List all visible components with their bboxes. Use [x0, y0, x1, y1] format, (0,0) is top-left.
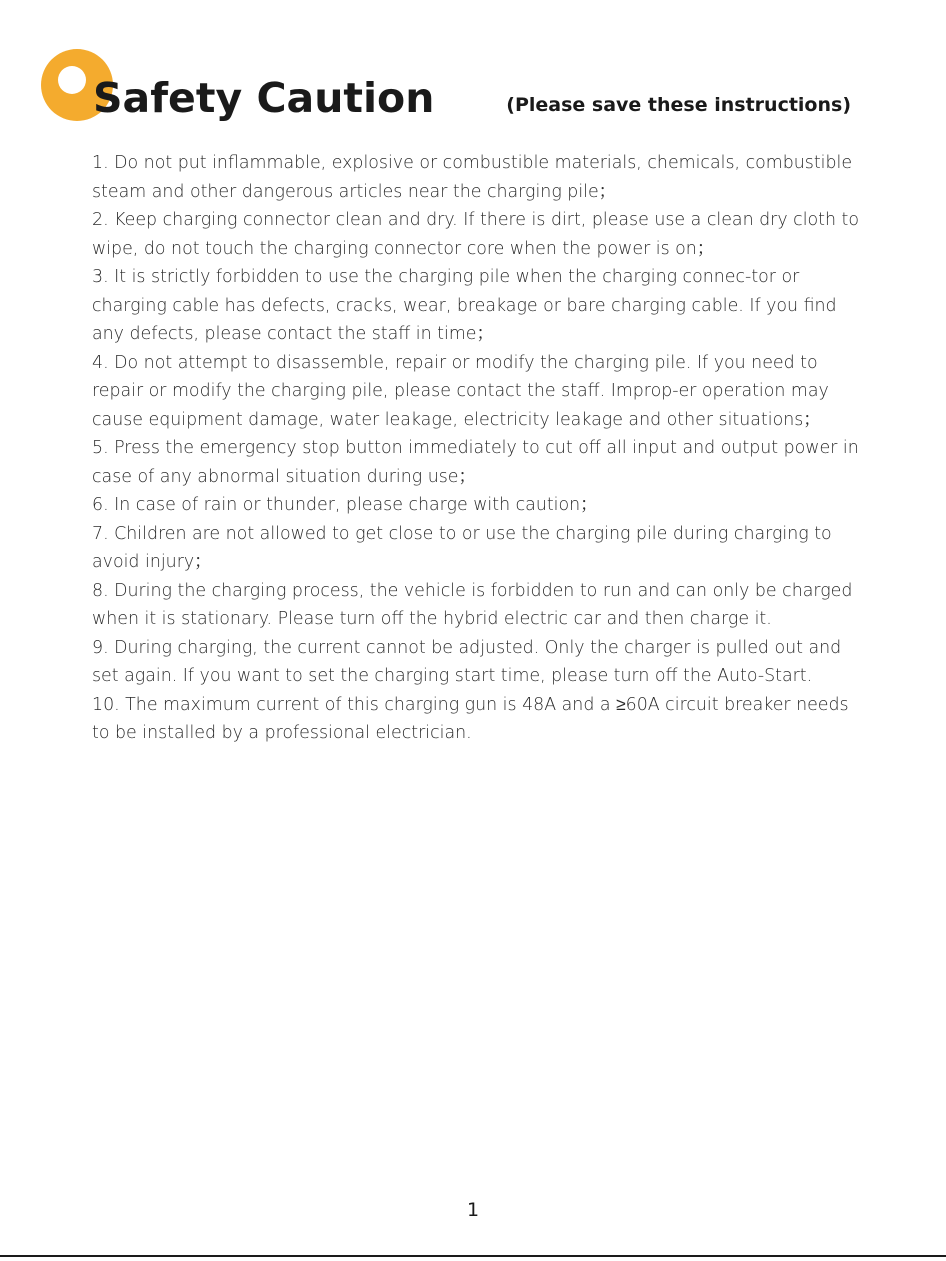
instruction-item: 5. Press the emergency stop button immediately to cut off all input and output power in case of any abnormal situation during use；: [92, 438, 859, 487]
instruction-item: 4. Do not attempt to disassemble, repair or modify the charging pile. If you need to repair or modify the charging pile, please contact the staff. Improp-er operation may cause equipment damage, water leakage, electricity leakage and other situations；: [92, 352, 829, 430]
instruction-item: 3. It is strictly forbidden to use the charging pile when the charging connec-tor or charging cable has defects, cracks, wear, breakage or bare charging cable. If you find any defects, please contact the staff in time；: [92, 267, 837, 344]
instruction-item: 8. During the charging process, the vehicle is forbidden to run and can only be charged when it is stationary. Please turn off the hybrid electric car and then charge it.: [92, 580, 853, 629]
instruction-item: 1. Do not put inflammable, explosive or combustible materials, chemicals, combustible steam and other dangerous articles near the charging pile；: [92, 153, 853, 202]
page-number: 1: [466, 1199, 480, 1221]
instruction-item: 9. During charging, the current cannot be adjusted. Only the charger is pulled out and set again. If you want to set the charging start time, please turn off the Auto-Start.: [92, 637, 842, 686]
bottom-divider: [0, 1255, 946, 1257]
instruction-item: 2. Keep charging connector clean and dry. If there is dirt, please use a clean dry cloth to wipe, do not touch the charging connector core when the power is on；: [92, 210, 860, 259]
page-title: Safety Caution: [93, 74, 435, 122]
instruction-item: 10. The maximum current of this charging gun is 48A and a ≥60A circuit breaker needs to be installed by a professional electrician.: [92, 694, 849, 743]
instruction-list: [92, 149, 867, 748]
page-subtitle: (Please save these instructions): [506, 94, 851, 116]
instruction-item: 7. Children are not allowed to get close to or use the charging pile during charging to avoid injury；: [92, 523, 832, 572]
logo-inner-dot: [58, 66, 86, 94]
instruction-item: 6. In case of rain or thunder, please charge with caution；: [92, 495, 598, 515]
